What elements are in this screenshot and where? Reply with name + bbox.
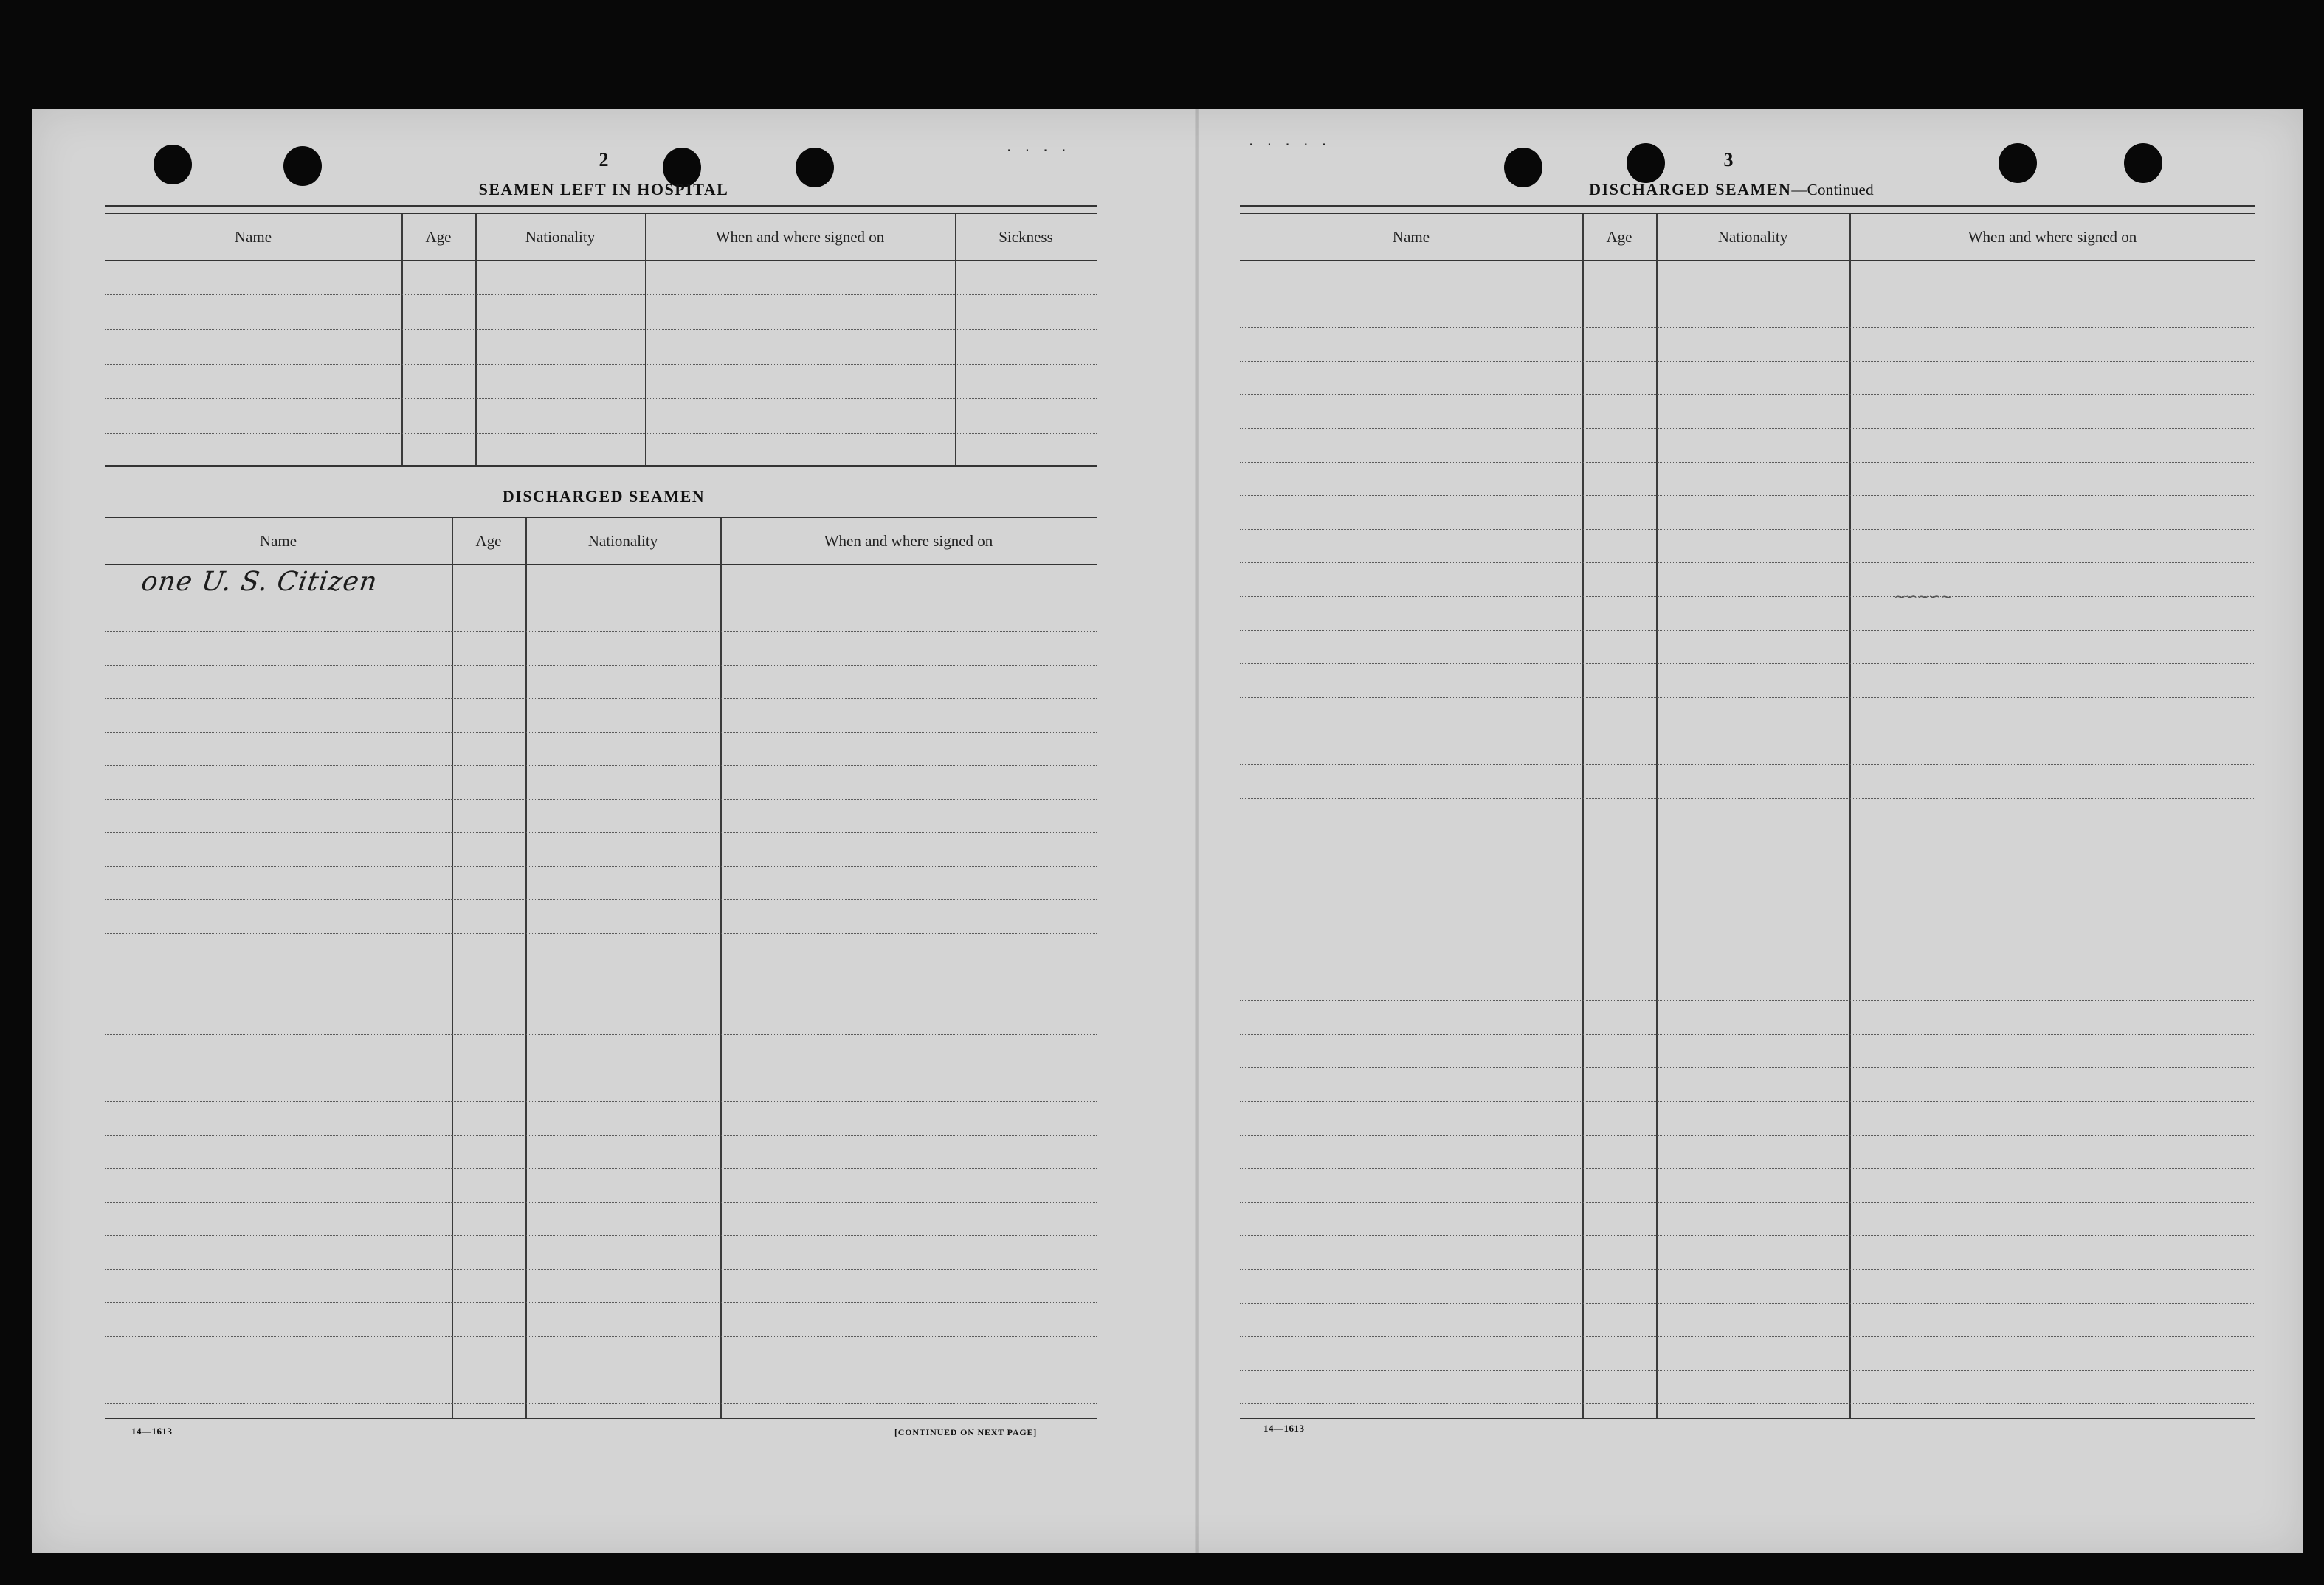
table-row xyxy=(1240,1370,2255,1371)
table-row xyxy=(105,433,1097,434)
table-row xyxy=(105,398,1097,399)
punch-hole xyxy=(1504,148,1542,187)
table-row xyxy=(105,933,1097,934)
punch-hole xyxy=(283,146,322,186)
col-header-name: Name xyxy=(234,227,272,246)
col-header-age: Age xyxy=(1606,227,1632,246)
discharged-continued-table-header xyxy=(1240,214,2255,261)
table-row xyxy=(105,698,1097,699)
table-row xyxy=(105,866,1097,867)
table-row xyxy=(1240,630,2255,631)
table-row xyxy=(1240,1269,2255,1270)
column-divider xyxy=(525,518,527,1418)
form-number-left: 14—1613 xyxy=(131,1426,173,1437)
column-divider xyxy=(955,214,956,465)
table-row xyxy=(1240,1101,2255,1102)
column-divider xyxy=(475,214,477,465)
hospital-section-title: SEAMEN LEFT IN HOSPITAL xyxy=(478,180,729,198)
col-header-nationality: Nationality xyxy=(1717,227,1788,246)
title-rule xyxy=(1240,205,2255,210)
table-row xyxy=(105,1235,1097,1236)
table-row xyxy=(105,1269,1097,1270)
table-row xyxy=(1240,1235,2255,1236)
table-row xyxy=(1240,428,2255,429)
table-row xyxy=(105,329,1097,330)
table-row xyxy=(1240,1168,2255,1169)
hospital-table-header xyxy=(105,214,1097,261)
column-divider xyxy=(401,214,403,465)
table-row xyxy=(105,1403,1097,1404)
table-row xyxy=(1240,1034,2255,1035)
ink-specks: . . . . . xyxy=(1249,131,1331,149)
table-row xyxy=(1240,1336,2255,1337)
column-divider xyxy=(452,518,453,1418)
table-row xyxy=(105,1101,1097,1102)
col-header-signed-on: When and where signed on xyxy=(824,531,993,550)
punch-hole xyxy=(154,145,192,184)
punch-hole xyxy=(1999,143,2037,183)
document-sheet xyxy=(32,109,2303,1553)
table-row xyxy=(1240,1135,2255,1136)
table-row xyxy=(1240,798,2255,799)
discharged-continued-title-main: DISCHARGED SEAMEN xyxy=(1589,180,1792,198)
table-row xyxy=(105,631,1097,632)
table-row xyxy=(105,1168,1097,1169)
hospital-table xyxy=(105,213,1097,467)
handwritten-name-entry: one U. S. Citizen xyxy=(139,567,380,597)
discharged-continued-table xyxy=(1240,213,2255,1420)
table-row xyxy=(1240,495,2255,496)
table-row xyxy=(1240,1403,2255,1404)
table-row xyxy=(105,1034,1097,1035)
table-row xyxy=(105,1135,1097,1136)
table-row xyxy=(1240,361,2255,362)
table-row xyxy=(105,832,1097,833)
table-row xyxy=(105,294,1097,295)
col-header-signed-on: When and where signed on xyxy=(1968,227,2137,246)
column-divider xyxy=(645,214,646,465)
col-header-nationality: Nationality xyxy=(587,531,658,550)
col-header-name: Name xyxy=(259,531,297,550)
table-row xyxy=(1240,562,2255,563)
page-number-left: 2 xyxy=(599,149,609,170)
col-header-age: Age xyxy=(425,227,452,246)
table-row xyxy=(1240,596,2255,597)
col-header-nationality: Nationality xyxy=(525,227,596,246)
col-header-age: Age xyxy=(475,531,502,550)
table-row xyxy=(1240,327,2255,328)
discharged-section-title: DISCHARGED SEAMEN xyxy=(502,487,706,505)
punch-hole xyxy=(2124,143,2162,183)
table-row xyxy=(1240,394,2255,395)
punch-hole xyxy=(796,148,834,187)
table-row xyxy=(105,732,1097,733)
continued-note: [CONTINUED ON NEXT PAGE] xyxy=(894,1427,1038,1437)
punch-hole xyxy=(1627,143,1665,183)
table-row xyxy=(1240,1000,2255,1001)
table-row xyxy=(105,665,1097,666)
col-header-signed-on: When and where signed on xyxy=(715,227,885,246)
form-number-right: 14—1613 xyxy=(1263,1423,1305,1434)
faint-scribble-mark: ~∽~∽~ xyxy=(1894,587,1952,605)
page-fold xyxy=(1195,109,1199,1553)
table-row xyxy=(105,799,1097,800)
title-rule xyxy=(105,205,1097,210)
col-header-name: Name xyxy=(1392,227,1430,246)
table-row xyxy=(1240,1303,2255,1304)
table-row xyxy=(1240,1067,2255,1068)
table-row xyxy=(1240,1202,2255,1203)
discharged-continued-title xyxy=(1589,180,1874,199)
table-row xyxy=(105,899,1097,900)
table-row xyxy=(1240,697,2255,698)
discharged-table-header xyxy=(105,518,1097,565)
table-row xyxy=(105,1336,1097,1337)
table-row xyxy=(1240,663,2255,664)
table-row xyxy=(1240,529,2255,530)
ink-specks: . . . . xyxy=(1007,137,1071,155)
table-row xyxy=(105,364,1097,365)
table-row xyxy=(1240,462,2255,463)
page-number-right: 3 xyxy=(1723,149,1734,170)
discharged-table xyxy=(105,517,1097,1420)
table-row xyxy=(105,1302,1097,1303)
table-row xyxy=(105,765,1097,766)
column-divider xyxy=(720,518,722,1418)
table-row xyxy=(1240,764,2255,765)
table-row xyxy=(105,1202,1097,1203)
continued-suffix: —Continued xyxy=(1791,181,1874,198)
col-header-sickness: Sickness xyxy=(999,227,1053,246)
